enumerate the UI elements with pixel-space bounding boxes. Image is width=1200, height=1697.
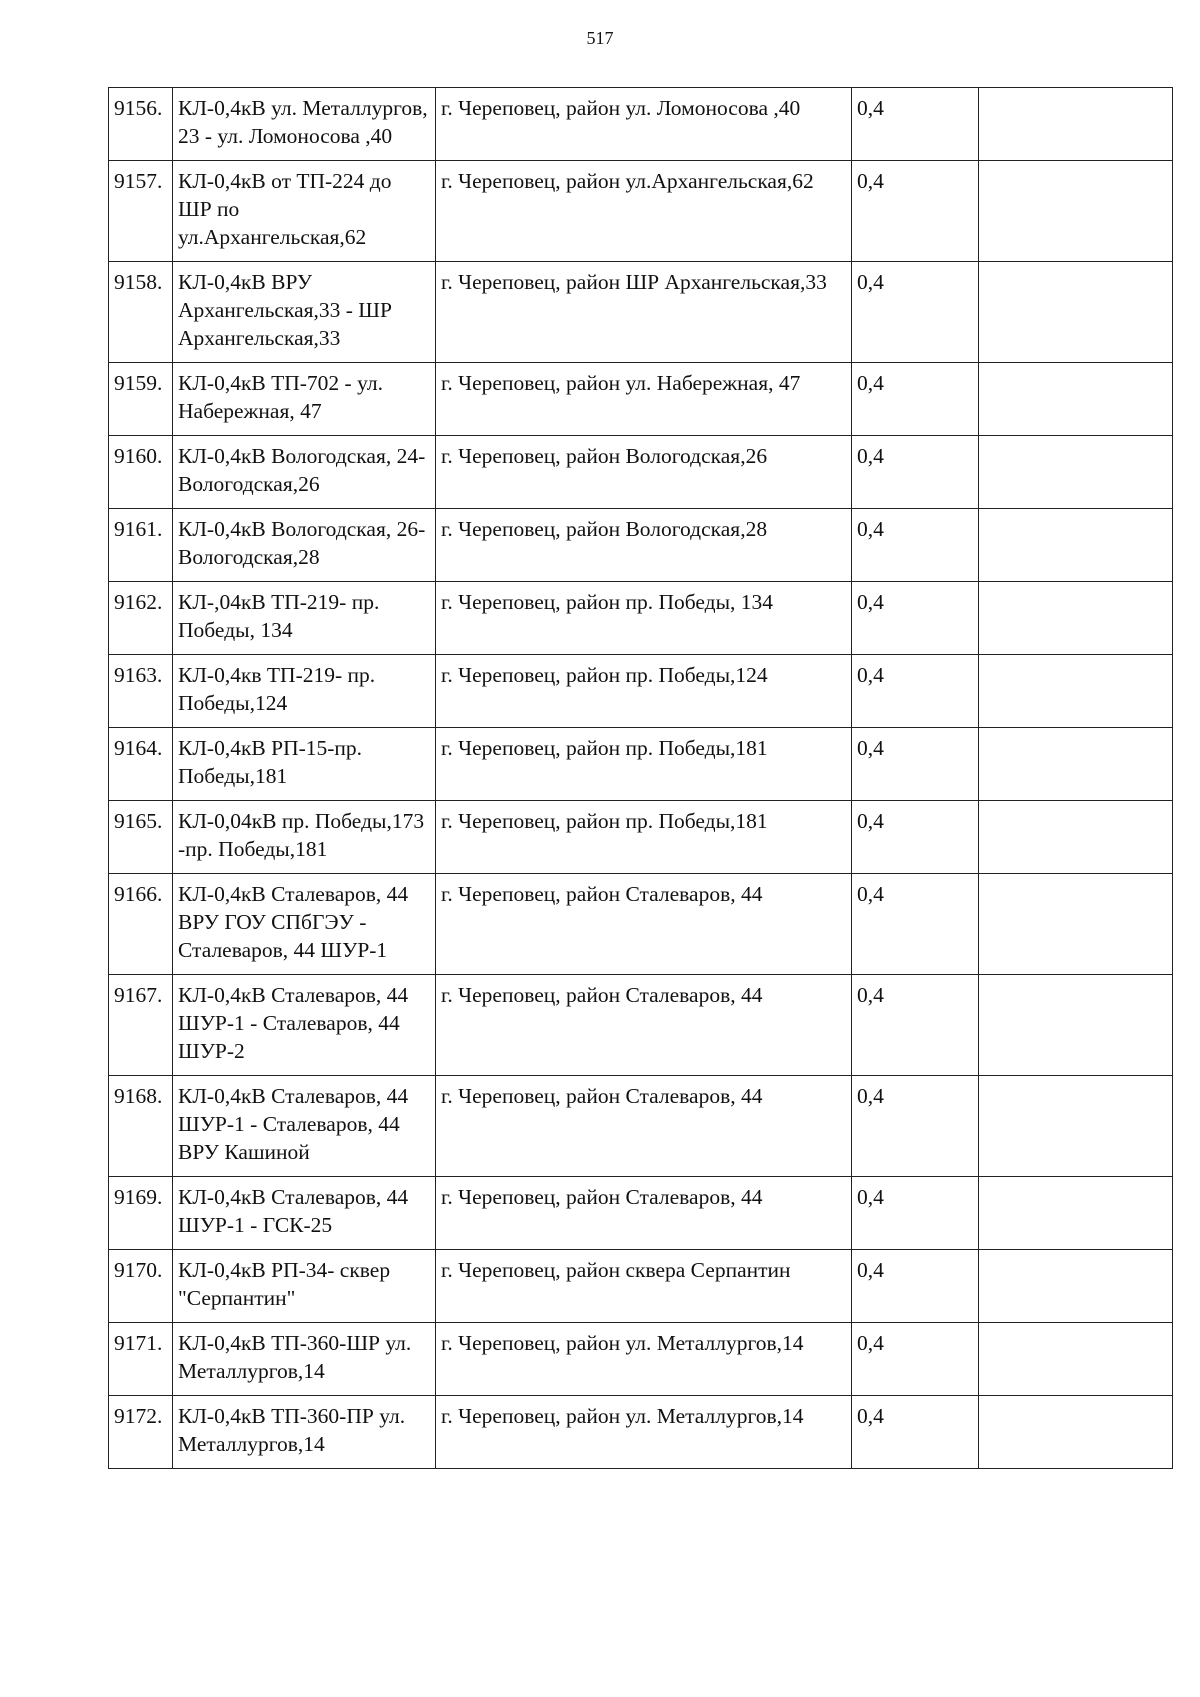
voltage-value: 0,4: [852, 1323, 979, 1396]
line-name: КЛ-0,4кВ Сталеваров, 44 ВРУ ГОУ СПбГЭУ - Сталеваров, 44 ШУР-1: [173, 874, 436, 975]
extra-cell: [979, 363, 1173, 436]
extra-cell: [979, 88, 1173, 161]
voltage-value: 0,4: [852, 88, 979, 161]
table-row: [109, 262, 1173, 363]
line-location: г. Череповец, район пр. Победы,181: [436, 801, 852, 874]
line-name: КЛ-0,4кВ ул. Металлургов, 23 - ул. Ломоносова ,40: [173, 88, 436, 161]
table-row: [109, 88, 1173, 161]
line-name: КЛ-0,4кВ Вологодская, 24- Вологодская,26: [173, 436, 436, 509]
voltage-value: 0,4: [852, 363, 979, 436]
line-name: КЛ-0,4кВ РП-34- сквер "Серпантин": [173, 1250, 436, 1323]
row-number: 9164.: [109, 728, 173, 801]
voltage-value: 0,4: [852, 436, 979, 509]
voltage-value: 0,4: [852, 1250, 979, 1323]
row-number: 9168.: [109, 1076, 173, 1177]
row-number: 9162.: [109, 582, 173, 655]
row-number: 9160.: [109, 436, 173, 509]
line-location: г. Череповец, район Сталеваров, 44: [436, 975, 852, 1076]
table-row: [109, 161, 1173, 262]
line-name: КЛ-0,4кВ РП-15-пр. Победы,181: [173, 728, 436, 801]
voltage-value: 0,4: [852, 728, 979, 801]
row-number: 9163.: [109, 655, 173, 728]
voltage-value: 0,4: [852, 1076, 979, 1177]
voltage-value: 0,4: [852, 1177, 979, 1250]
table-row: [109, 655, 1173, 728]
row-number: 9161.: [109, 509, 173, 582]
line-name: КЛ-0,4кВ Сталеваров, 44 ШУР-1 - ГСК-25: [173, 1177, 436, 1250]
extra-cell: [979, 509, 1173, 582]
line-name: КЛ-0,4кВ ВРУ Архангельская,33 - ШР Архангельская,33: [173, 262, 436, 363]
extra-cell: [979, 1323, 1173, 1396]
table-row: [109, 1323, 1173, 1396]
extra-cell: [979, 262, 1173, 363]
voltage-value: 0,4: [852, 582, 979, 655]
voltage-value: 0,4: [852, 262, 979, 363]
line-name: КЛ-,04кВ ТП-219- пр. Победы, 134: [173, 582, 436, 655]
line-location: г. Череповец, район ул. Металлургов,14: [436, 1396, 852, 1469]
voltage-value: 0,4: [852, 975, 979, 1076]
voltage-value: 0,4: [852, 801, 979, 874]
extra-cell: [979, 1396, 1173, 1469]
line-location: г. Череповец, район Вологодская,28: [436, 509, 852, 582]
table-row: [109, 436, 1173, 509]
table-row: [109, 728, 1173, 801]
extra-cell: [979, 436, 1173, 509]
line-location: г. Череповец, район ШР Архангельская,33: [436, 262, 852, 363]
line-name: КЛ-0,04кВ пр. Победы,173 -пр. Победы,181: [173, 801, 436, 874]
table-row: [109, 582, 1173, 655]
line-name: КЛ-0,4кВ Сталеваров, 44 ШУР-1 - Сталеваров, 44 ШУР-2: [173, 975, 436, 1076]
extra-cell: [979, 728, 1173, 801]
extra-cell: [979, 1177, 1173, 1250]
extra-cell: [979, 801, 1173, 874]
cable-lines-table: [108, 87, 1173, 1469]
line-location: г. Череповец, район пр. Победы,181: [436, 728, 852, 801]
table-row: [109, 509, 1173, 582]
line-location: г. Череповец, район Сталеваров, 44: [436, 1076, 852, 1177]
row-number: 9156.: [109, 88, 173, 161]
table-row: [109, 1396, 1173, 1469]
line-location: г. Череповец, район пр. Победы,124: [436, 655, 852, 728]
extra-cell: [979, 655, 1173, 728]
line-location: г. Череповец, район сквера Серпантин: [436, 1250, 852, 1323]
line-location: г. Череповец, район Сталеваров, 44: [436, 1177, 852, 1250]
voltage-value: 0,4: [852, 161, 979, 262]
extra-cell: [979, 1250, 1173, 1323]
row-number: 9157.: [109, 161, 173, 262]
line-name: КЛ-0,4кв ТП-219- пр. Победы,124: [173, 655, 436, 728]
line-location: г. Череповец, район Вологодская,26: [436, 436, 852, 509]
line-name: КЛ-0,4кВ ТП-360-ШР ул. Металлургов,14: [173, 1323, 436, 1396]
line-location: г. Череповец, район ул. Набережная, 47: [436, 363, 852, 436]
voltage-value: 0,4: [852, 1396, 979, 1469]
row-number: 9167.: [109, 975, 173, 1076]
table-row: [109, 801, 1173, 874]
extra-cell: [979, 975, 1173, 1076]
row-number: 9165.: [109, 801, 173, 874]
table-row: [109, 1250, 1173, 1323]
extra-cell: [979, 1076, 1173, 1177]
table-body: [109, 88, 1173, 1469]
table-row: [109, 874, 1173, 975]
line-name: КЛ-0,4кВ ТП-702 - ул. Набережная, 47: [173, 363, 436, 436]
line-location: г. Череповец, район Сталеваров, 44: [436, 874, 852, 975]
line-location: г. Череповец, район ул.Архангельская,62: [436, 161, 852, 262]
line-name: КЛ-0,4кВ от ТП-224 до ШР по ул.Архангельская,62: [173, 161, 436, 262]
row-number: 9170.: [109, 1250, 173, 1323]
line-name: КЛ-0,4кВ Сталеваров, 44 ШУР-1 - Сталеваров, 44 ВРУ Кашиной: [173, 1076, 436, 1177]
extra-cell: [979, 582, 1173, 655]
row-number: 9169.: [109, 1177, 173, 1250]
voltage-value: 0,4: [852, 655, 979, 728]
line-location: г. Череповец, район ул. Металлургов,14: [436, 1323, 852, 1396]
extra-cell: [979, 161, 1173, 262]
row-number: 9166.: [109, 874, 173, 975]
table-row: [109, 975, 1173, 1076]
voltage-value: 0,4: [852, 509, 979, 582]
row-number: 9159.: [109, 363, 173, 436]
table-row: [109, 1177, 1173, 1250]
line-name: КЛ-0,4кВ Вологодская, 26- Вологодская,28: [173, 509, 436, 582]
row-number: 9158.: [109, 262, 173, 363]
line-location: г. Череповец, район пр. Победы, 134: [436, 582, 852, 655]
table-row: [109, 1076, 1173, 1177]
table-row: [109, 363, 1173, 436]
voltage-value: 0,4: [852, 874, 979, 975]
line-location: г. Череповец, район ул. Ломоносова ,40: [436, 88, 852, 161]
line-name: КЛ-0,4кВ ТП-360-ПР ул. Металлургов,14: [173, 1396, 436, 1469]
page-number: 517: [586, 28, 614, 48]
row-number: 9171.: [109, 1323, 173, 1396]
extra-cell: [979, 874, 1173, 975]
row-number: 9172.: [109, 1396, 173, 1469]
